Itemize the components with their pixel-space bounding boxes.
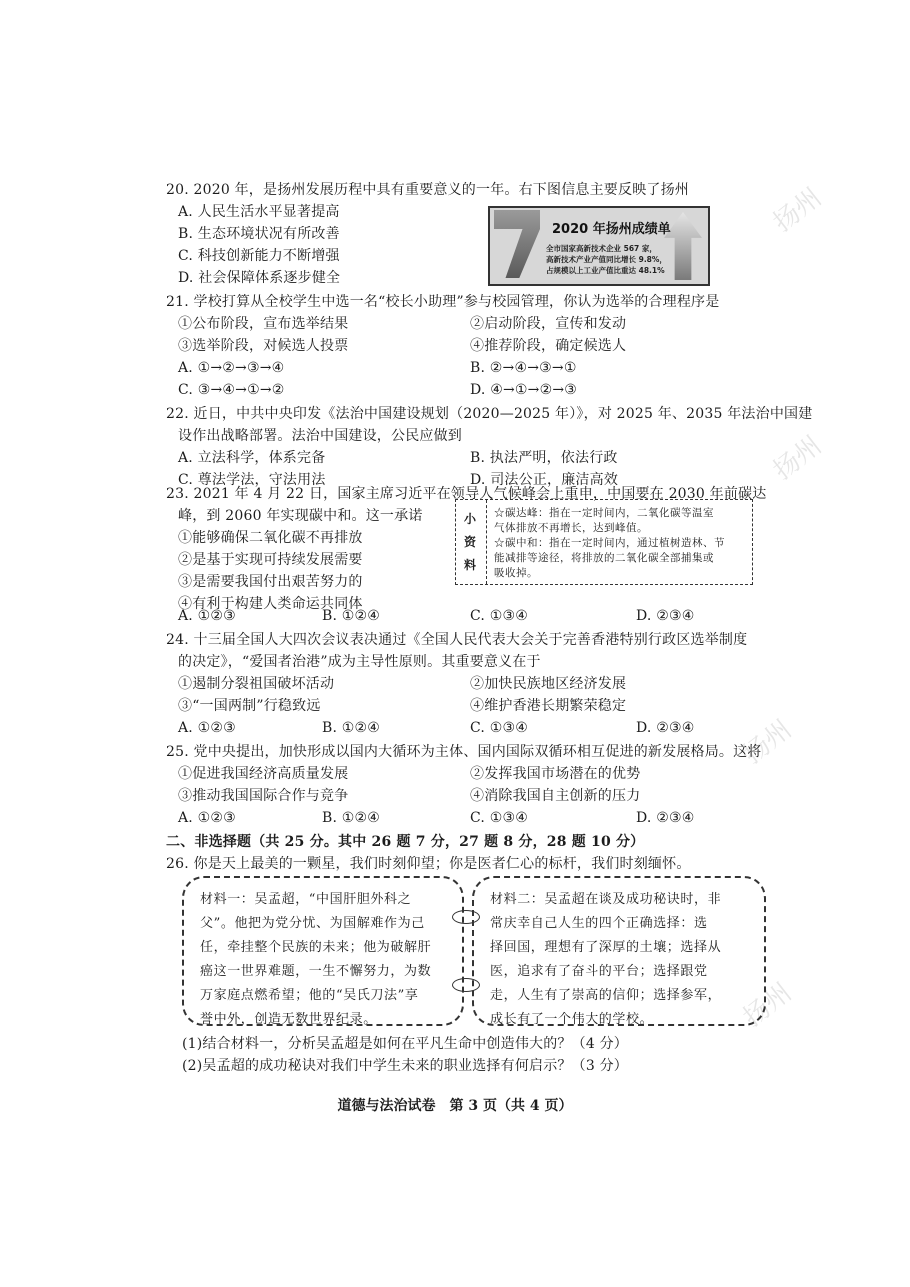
q22-stem: 设作出战略部署。法治中国建设，公民应做到 xyxy=(178,428,462,444)
q21-option-b: B. ②→④→③→① xyxy=(470,360,577,376)
q21-stem: 21. 学校打算从全校学生中选一名“校长小助理”参与校园管理，你认为选举的合理程序是 xyxy=(166,294,720,310)
q24-option-b: B. ①②④ xyxy=(322,720,381,736)
q20-option-a: A. 人民生活水平显著提高 xyxy=(178,204,340,220)
q25-option-a: A. ①②③ xyxy=(178,810,236,826)
q23-item: ③是需要我国付出艰苦努力的 xyxy=(178,574,363,590)
sidebar-label-char: 资 xyxy=(464,535,477,549)
q23-option-d: D. ②③④ xyxy=(636,608,695,624)
material-one-line: 誉中外，创造无数世界纪录。 xyxy=(200,1012,377,1027)
material-two-line: 材料二：吴孟超在谈及成功秘诀时，非 xyxy=(490,892,722,907)
q25-item: ②发挥我国市场潜在的优势 xyxy=(470,766,641,782)
q21-item: ①公布阶段，宣布选举结果 xyxy=(178,316,349,332)
q21-option-c: C. ③→④→①→② xyxy=(178,382,285,398)
q20-option-b: B. 生态环境状况有所改善 xyxy=(178,226,340,242)
q23-stem: 23. 2021 年 4 月 22 日，国家主席习近平在领导人气候峰会上重申，中国要在 2030 年前碳达 xyxy=(166,486,767,502)
q24-option-a: A. ①②③ xyxy=(178,720,236,736)
q25-option-d: D. ②③④ xyxy=(636,810,695,826)
q24-stem: 的决定》，“爱国者治港”成为主导性原则。其重要意义在于 xyxy=(178,654,541,670)
q23-item: ④有利于构建人类命运共同体 xyxy=(178,596,363,612)
image-line: 占规模以上工业产值比重达 48.1% xyxy=(546,266,665,275)
q20-option-d: D. 社会保障体系逐步健全 xyxy=(178,270,341,286)
q25-option-c: C. ①③④ xyxy=(470,810,528,826)
number-seven-graphic xyxy=(494,210,540,278)
sidebar-label-char: 料 xyxy=(464,558,477,572)
sidebar-line: 能减排等途径，将排放的二氧化碳全部捕集或 xyxy=(494,552,714,564)
sidebar-line: 吸收掉。 xyxy=(494,567,538,579)
q23-option-a: A. ①②③ xyxy=(178,608,236,624)
watermark: 扬州 xyxy=(767,182,828,239)
material-one-line: 父”。他把为党分忧、为国解难作为己 xyxy=(200,916,425,931)
q25-item: ④消除我国自主创新的压力 xyxy=(470,788,641,804)
q21-item: ④推荐阶段，确定候选人 xyxy=(470,338,627,354)
watermark: 扬州 xyxy=(737,714,798,771)
q21-option-a: A. ①→②→③→④ xyxy=(178,360,285,376)
q24-stem: 24. 十三届全国人大四次会议表决通过《全国人民代表大会关于完善香港特别行政区选举制度 xyxy=(166,632,748,648)
material-one-line: 任，牵挂整个民族的未来；他为破解肝 xyxy=(200,940,432,955)
q23-sidebar xyxy=(455,499,753,585)
q22-stem: 22. 近日，中共中央印发《法治中国建设规划（2020—2025 年）》，对 2025 年、2035 年法治中国建 xyxy=(166,406,813,422)
q24-item: ①遏制分裂祖国破坏活动 xyxy=(178,676,335,692)
q24-item: ④维护香港长期繁荣稳定 xyxy=(470,698,627,714)
q25-option-b: B. ①②④ xyxy=(322,810,381,826)
q25-item: ③推动我国国际合作与竞争 xyxy=(178,788,349,804)
q25-item: ①促进我国经济高质量发展 xyxy=(178,766,349,782)
q24-item: ②加快民族地区经济发展 xyxy=(470,676,627,692)
material-two-line: 常庆幸自己人生的四个正确选择：选 xyxy=(490,916,708,931)
watermark: 扬州 xyxy=(767,430,828,487)
q24-item: ③“一国两制”行稳致远 xyxy=(178,698,321,714)
material-two-line: 走，人生有了崇高的信仰；选择参军， xyxy=(490,988,722,1003)
q25-stem: 25. 党中央提出，加快形成以国内大循环为主体、国内国际双循环相互促进的新发展格局。这将 xyxy=(166,744,762,760)
q22-option-a: A. 立法科学，体系完备 xyxy=(178,450,326,466)
watermark: 扬州 xyxy=(737,977,798,1034)
image-line: 全市国家高新技术企业 567 家， xyxy=(546,244,657,253)
q23-stem: 峰，到 2060 年实现碳中和。这一承诺 xyxy=(178,508,423,524)
q26-subquestion-2: (2)吴孟超的成功秘诀对我们中学生未来的职业选择有何启示？（3 分） xyxy=(182,1058,628,1074)
q23-option-b: B. ①②④ xyxy=(322,608,381,624)
image-line: 高新技术产业产值同比增长 9.8%， xyxy=(546,255,667,264)
q21-item: ②启动阶段，宣传和发动 xyxy=(470,316,627,332)
material-two-line: 成长有了一个伟大的学校。 xyxy=(490,1012,654,1027)
q23-item: ①能够确保二氧化碳不再排放 xyxy=(178,530,363,546)
q20-option-c: C. 科技创新能力不断增强 xyxy=(178,248,340,264)
sidebar-line: ☆碳中和：指在一定时间内，通过植树造林、节 xyxy=(494,537,725,549)
q26-subquestion-1: (1)结合材料一，分析吴孟超是如何在平凡生命中创造伟大的？（4 分） xyxy=(182,1036,628,1052)
q24-option-c: C. ①③④ xyxy=(470,720,528,736)
q24-option-d: D. ②③④ xyxy=(636,720,695,736)
sidebar-line: 气体排放不再增长，达到峰值。 xyxy=(494,522,648,534)
page-footer: 道德与法治试卷 第 3 页（共 4 页） xyxy=(337,1098,573,1114)
section-heading: 二、非选择题（共 25 分。其中 26 题 7 分，27 题 8 分，28 题 10 分） xyxy=(166,834,645,850)
q20-stem: 20. 2020 年，是扬州发展历程中具有重要意义的一年。右下图信息主要反映了扬州 xyxy=(166,182,689,198)
material-one-line: 材料一：吴孟超，“中国肝胆外科之 xyxy=(200,892,412,907)
sidebar-label xyxy=(456,500,487,584)
sidebar-line: ☆碳达峰：指在一定时间内，二氧化碳等温室 xyxy=(494,507,714,519)
sidebar-label-char: 小 xyxy=(464,512,477,526)
q21-item: ③选举阶段，对候选人投票 xyxy=(178,338,349,354)
image-title: 2020 年扬州成绩单 xyxy=(552,222,671,237)
q23-item: ②是基于实现可持续发展需要 xyxy=(178,552,363,568)
q22-option-d: D. 司法公正，廉洁高效 xyxy=(470,472,619,488)
material-one-line: 癌这一世界难题，一生不懈努力，为数 xyxy=(200,964,432,979)
q23-option-c: C. ①③④ xyxy=(470,608,528,624)
material-one-line: 万家庭点燃希望；他的“吴氏刀法”享 xyxy=(200,988,419,1003)
q22-option-b: B. 执法严明，依法行政 xyxy=(470,450,618,466)
q21-option-d: D. ④→①→②→③ xyxy=(470,382,578,398)
q20-image xyxy=(488,206,710,286)
material-two-line: 医，追求有了奋斗的平台；选择跟党 xyxy=(490,964,708,979)
q22-option-c: C. 尊法学法，守法用法 xyxy=(178,472,326,488)
q26-stem: 26. 你是天上最美的一颗星，我们时刻仰望；你是医者仁心的标杆，我们时刻缅怀。 xyxy=(166,856,691,872)
material-two-line: 择回国，理想有了深厚的土壤；选择从 xyxy=(490,940,722,955)
